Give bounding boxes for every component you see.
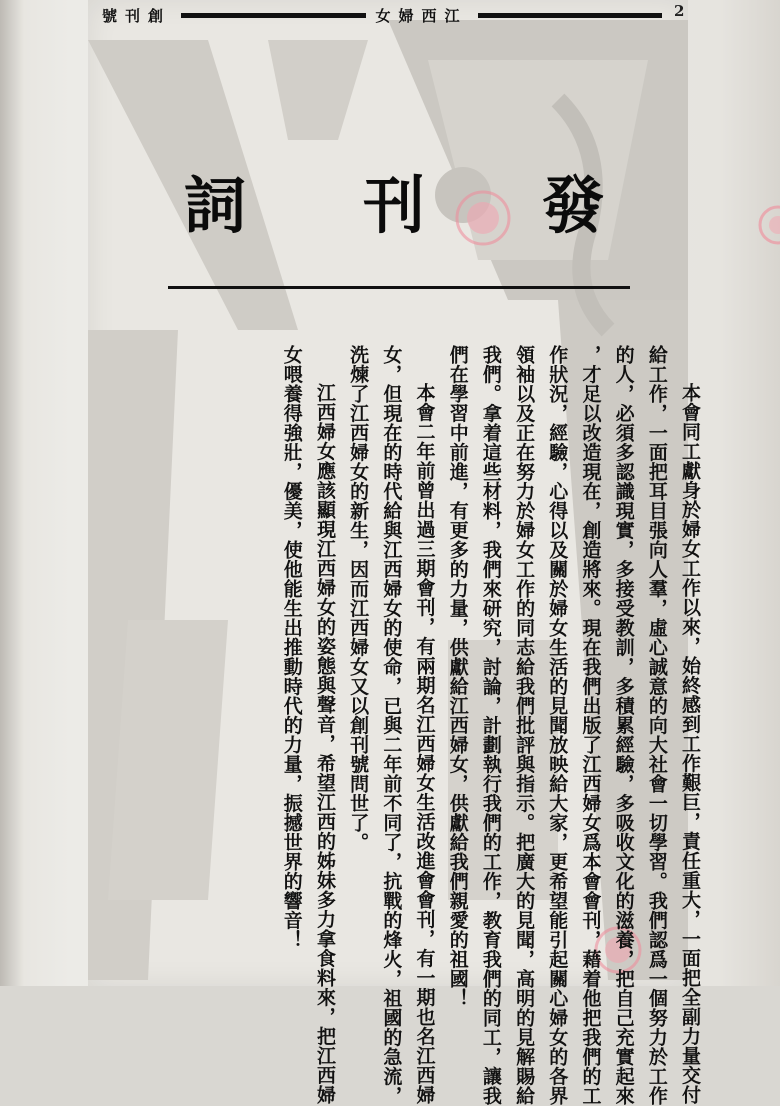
magazine-page <box>88 0 701 1106</box>
title-char: 刊 <box>362 168 425 242</box>
text-column: 作狀況，經驗，心得以及關於婦女生活的見聞放映給大家，更希望能引起關心婦女的各界 <box>546 345 569 1106</box>
title-char: 發 <box>541 168 604 242</box>
text-column: 女喂養得強壯，優美，使他能生出推動時代的力量，振撼世界的響音！ <box>280 345 303 950</box>
article-title <box>184 160 604 240</box>
text-column: 本會同工獻身於婦女工作以來，始終感到工作艱巨，責任重大，一面把全副力量交付 <box>679 383 701 1105</box>
page-number: 2 <box>674 2 685 20</box>
page-header <box>102 4 662 26</box>
publication-name: 女婦西江 <box>375 6 468 25</box>
text-column: 女，但現在的時代給與江西婦女的使命，已與二年前不同了，抗戰的烽火，祖國的急流， <box>380 345 403 1106</box>
text-column: 我們。拿着這些材料，我們來研究，討論，計劃執行我們的工作，教育我們的同工，讓我 <box>479 345 502 1106</box>
text-column: 領袖以及正在努力於婦女工作的同志給我們批評與指示。把廣大的見聞，高明的見解賜給 <box>513 345 536 1106</box>
article-body <box>150 345 702 1106</box>
text-column: 給工作，一面把耳目張向人羣，虛心誠意的向大社會一切學習。我們認爲一個努力於工作 <box>645 345 668 1106</box>
title-divider <box>168 286 630 289</box>
title-char: 詞 <box>184 168 247 242</box>
text-column: 的人，必須多認識現實，多接受教訓，多積累經驗，多吸收文化的滋養，把自己充實起來 <box>612 345 635 1106</box>
text-column: ，才足以改造現在，創造將來。現在我們出版了江西婦女爲本會會刊，藉着他把我們的工 <box>579 345 602 1106</box>
text-column: 本會二年前曾出過三期會刊，有兩期名江西婦女生活改進會會刊，有一期也名江西婦 <box>413 383 436 1105</box>
text-column: 江西婦女應該顯現江西婦女的姿態與聲音，希望江西的姊妹多力拿食料來，把江西婦 <box>313 383 336 1105</box>
text-column: 洗煉了江西婦女的新生，因而江西婦女又以創刊號問世了。 <box>347 345 370 852</box>
header-rule-left <box>181 13 365 18</box>
issue-label: 號刊創 <box>102 6 172 25</box>
header-rule-right <box>478 13 662 18</box>
edge-stamp-mark <box>752 190 780 260</box>
text-column: 們在學習中前進，有更多的力量，供獻給江西婦女，供獻給我們親愛的祖國！ <box>446 345 469 1008</box>
